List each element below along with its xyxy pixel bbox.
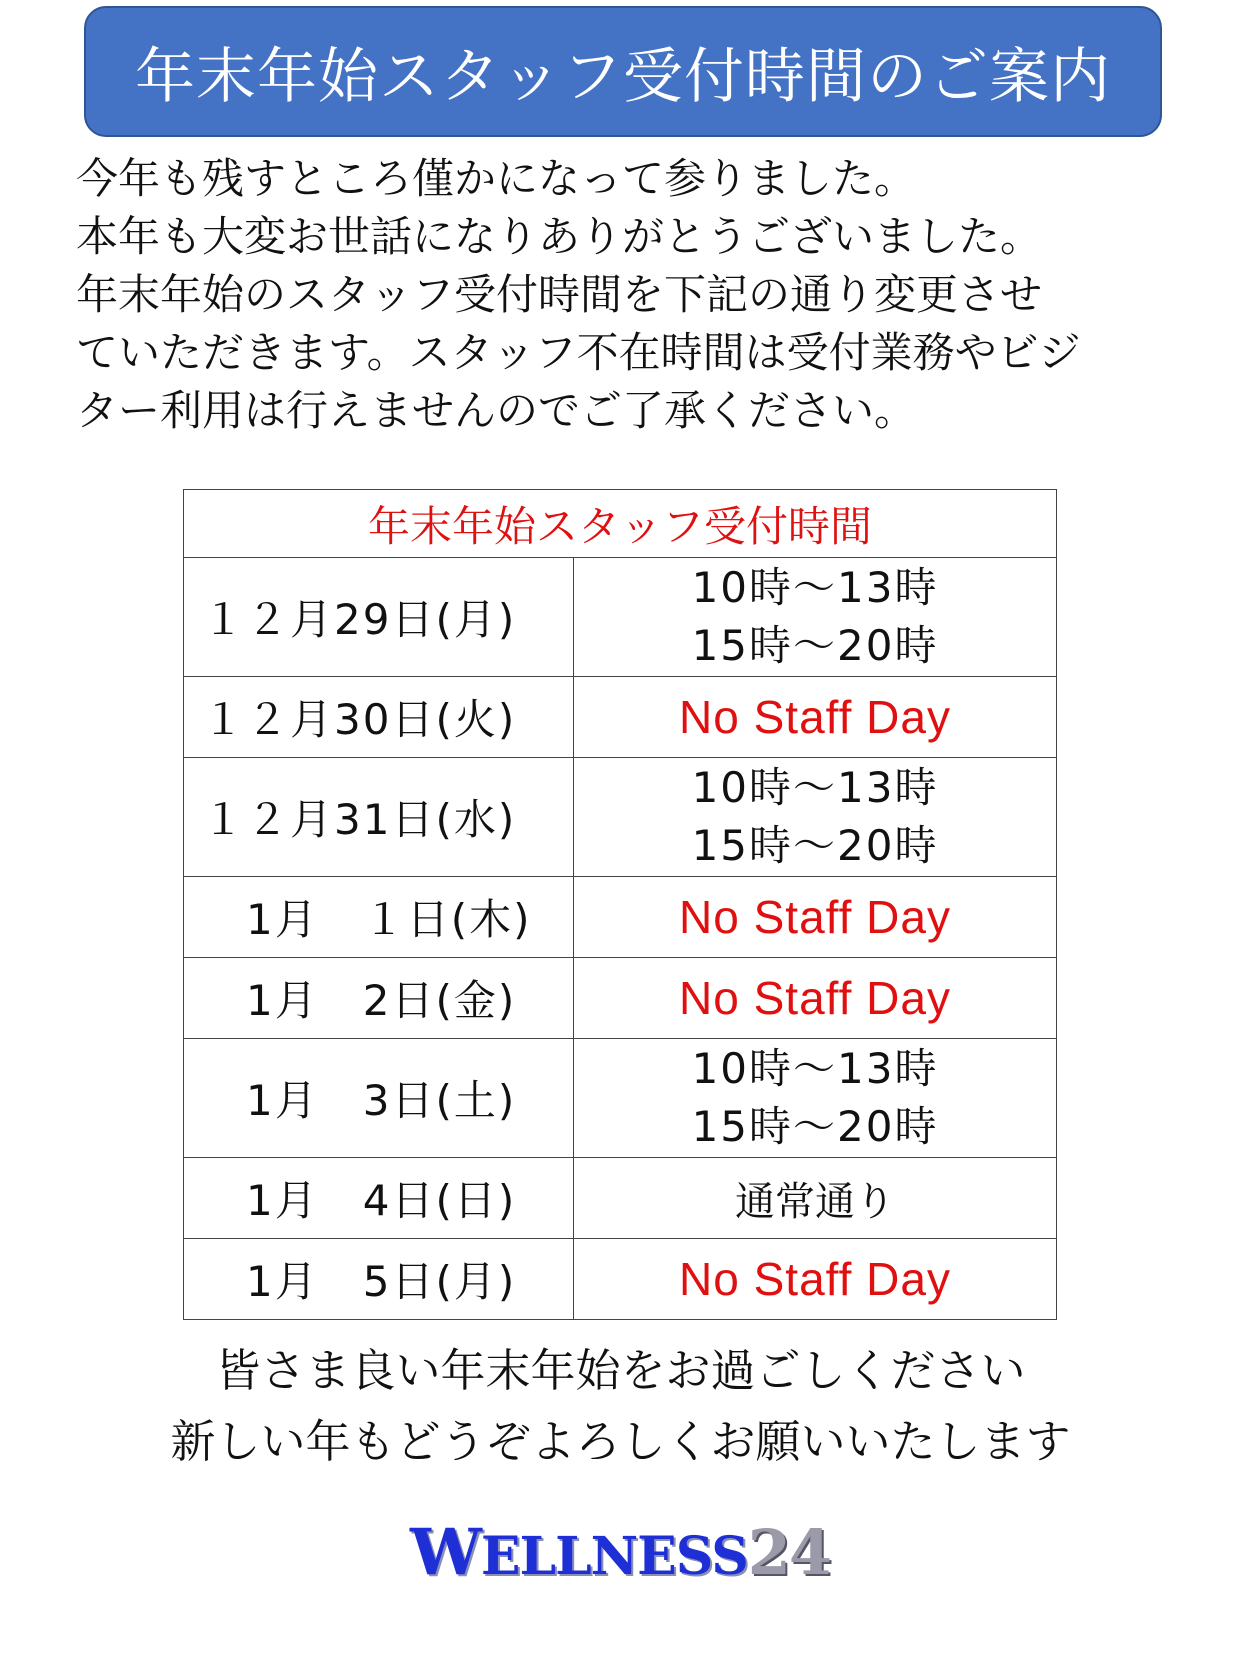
hours-line: 15時～20時 xyxy=(691,821,939,870)
title-banner xyxy=(84,6,1162,137)
schedule-heading-row xyxy=(184,490,1057,558)
table-row xyxy=(184,958,1057,1039)
schedule-heading: 年末年始スタッフ受付時間 xyxy=(184,490,1057,558)
status-cell xyxy=(574,877,1057,958)
date-cell: 1月 4日(日) xyxy=(184,1158,574,1239)
wellness24-logo xyxy=(410,1515,830,1595)
table-row xyxy=(184,758,1057,877)
logo-word: ELLNESS xyxy=(480,1526,748,1587)
intro-line: 年末年始のスタッフ受付時間を下記の通り変更させ xyxy=(76,270,1043,319)
date-cell: 1月 １日(木) xyxy=(184,877,574,958)
table-row xyxy=(184,877,1057,958)
table-row xyxy=(184,1239,1057,1320)
status-cell xyxy=(574,677,1057,758)
closing-message: 皆さま良い年末年始をお過ごしください xyxy=(215,1344,1026,1397)
logo-wordmark xyxy=(410,1515,748,1590)
status-cell xyxy=(574,1158,1057,1239)
table-row xyxy=(184,1158,1057,1239)
intro-line: ター利用は行えませんのでご了承ください。 xyxy=(76,386,917,435)
logo-number: 24 xyxy=(747,1516,831,1589)
intro-line: 今年も残すところ僅かになって参りました。 xyxy=(76,154,917,203)
status-cell xyxy=(574,958,1057,1039)
no-staff-label: No Staff Day xyxy=(679,891,951,943)
normal-hours-label: 通常通り xyxy=(735,1178,895,1225)
schedule-table xyxy=(183,489,1057,1320)
hours-cell xyxy=(574,558,1057,677)
page-title: 年末年始スタッフ受付時間のご案内 xyxy=(135,41,1111,112)
hours-line: 10時～13時 xyxy=(691,563,939,612)
closing-message: 新しい年もどうぞよろしくお願いいたします xyxy=(170,1415,1071,1468)
hours-line: 10時～13時 xyxy=(691,763,939,812)
status-cell xyxy=(574,1239,1057,1320)
hours-line: 10時～13時 xyxy=(691,1044,939,1093)
date-cell: 1月 3日(土) xyxy=(184,1039,574,1158)
no-staff-label: No Staff Day xyxy=(679,972,951,1024)
date-cell: 1月 2日(金) xyxy=(184,958,574,1039)
no-staff-label: No Staff Day xyxy=(679,1253,951,1305)
logo-initial: W xyxy=(410,1515,481,1590)
hours-cell xyxy=(574,1039,1057,1158)
hours-line: 15時～20時 xyxy=(691,621,939,670)
hours-cell xyxy=(574,758,1057,877)
table-row xyxy=(184,677,1057,758)
table-row xyxy=(184,1039,1057,1158)
date-cell: １２月31日(水) xyxy=(184,758,574,877)
hours-line: 15時～20時 xyxy=(691,1102,939,1151)
date-cell: 1月 5日(月) xyxy=(184,1239,574,1320)
intro-text xyxy=(76,150,1186,440)
intro-line: ていただきます。スタッフ不在時間は受付業務やビジ xyxy=(76,328,1081,377)
intro-line: 本年も大変お世話になりありがとうございました。 xyxy=(76,212,1043,261)
date-cell: １２月30日(火) xyxy=(184,677,574,758)
date-cell: １２月29日(月) xyxy=(184,558,574,677)
no-staff-label: No Staff Day xyxy=(679,691,951,743)
table-row xyxy=(184,558,1057,677)
